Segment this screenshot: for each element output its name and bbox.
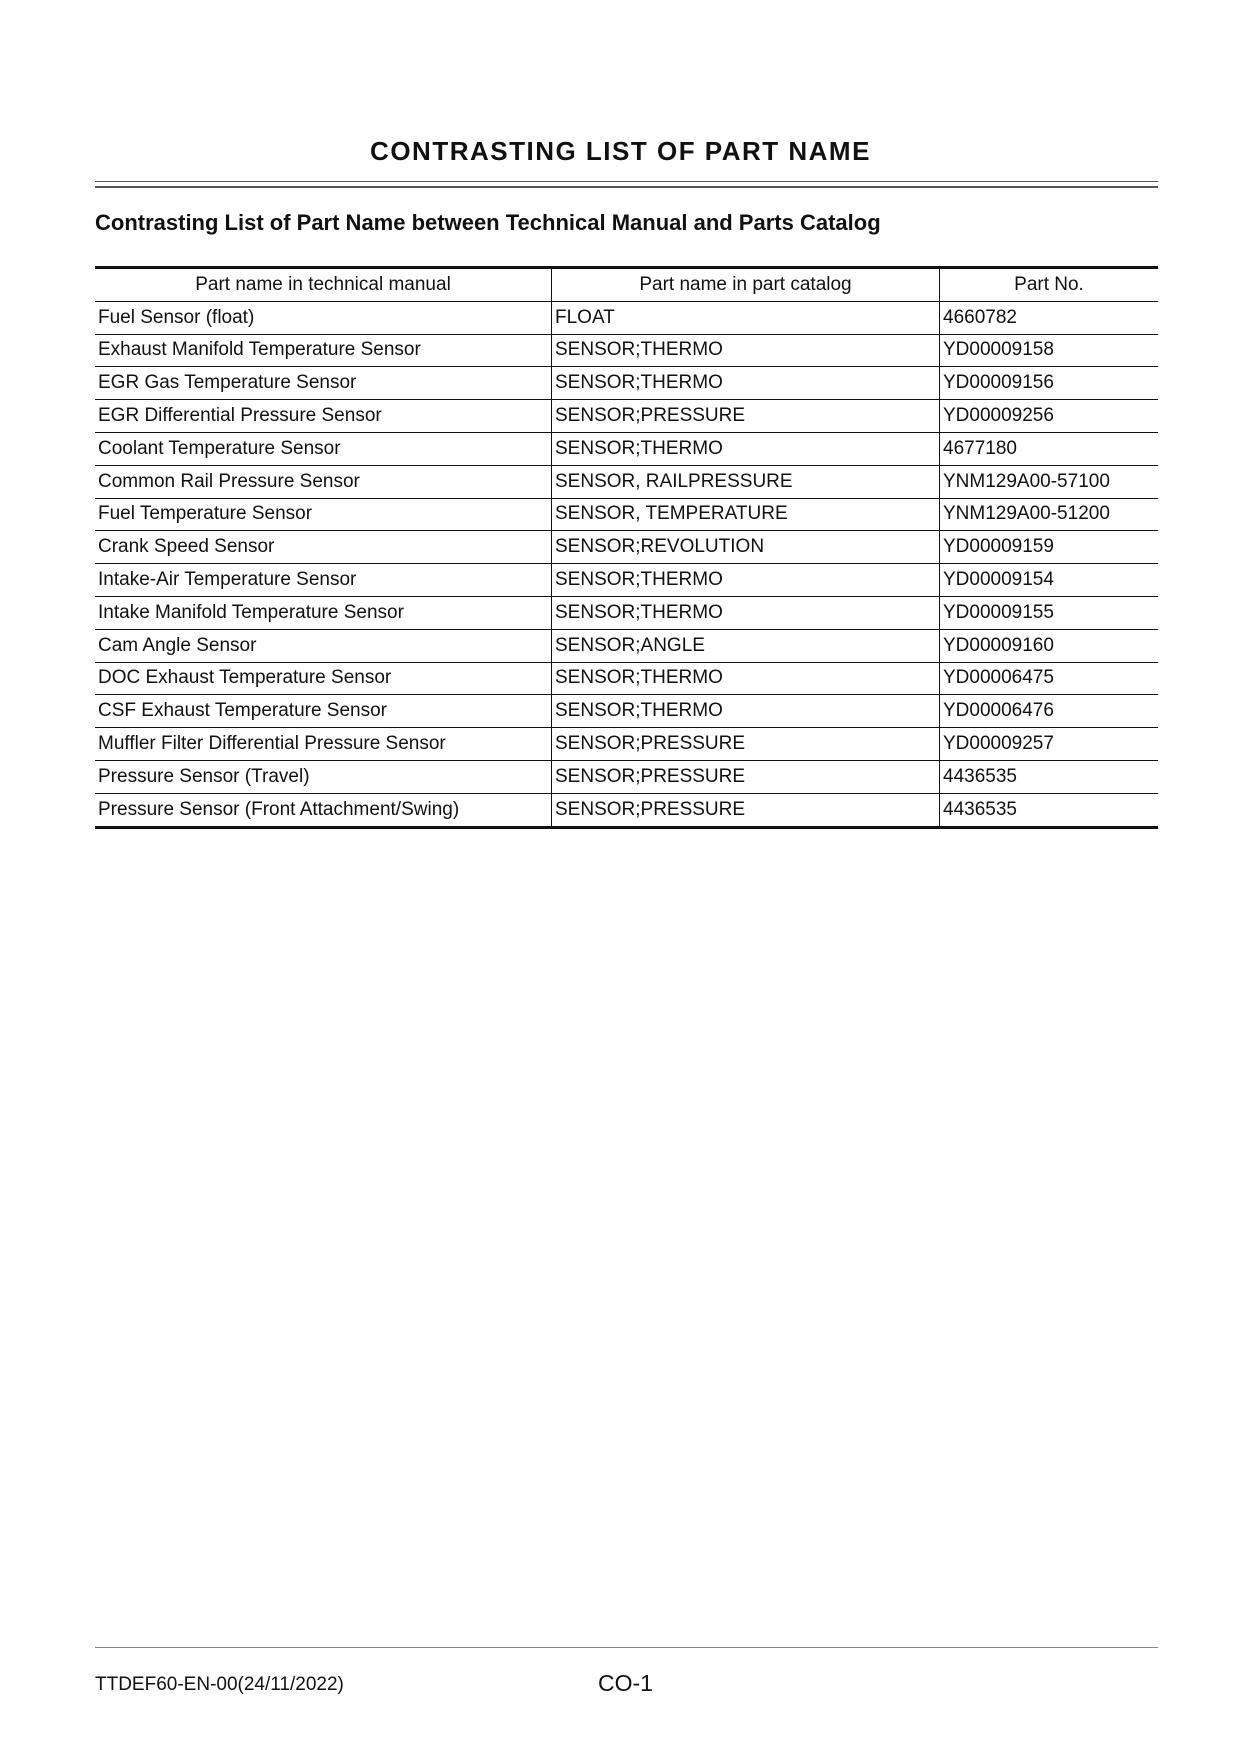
cell-technical-manual-name: Cam Angle Sensor <box>95 629 552 662</box>
table-row <box>95 596 1158 629</box>
table-row <box>95 564 1158 597</box>
cell-part-number: YD00009156 <box>940 367 1159 400</box>
column-header-technical-manual: Part name in technical manual <box>95 268 552 302</box>
cell-part-number: YD00006476 <box>940 695 1159 728</box>
table-row <box>95 432 1158 465</box>
cell-part-catalog-name: SENSOR;PRESSURE <box>552 760 940 793</box>
cell-technical-manual-name: Crank Speed Sensor <box>95 531 552 564</box>
cell-technical-manual-name: EGR Gas Temperature Sensor <box>95 367 552 400</box>
cell-part-catalog-name: SENSOR;THERMO <box>552 695 940 728</box>
cell-technical-manual-name: Muffler Filter Differential Pressure Sensor <box>95 728 552 761</box>
table-row <box>95 367 1158 400</box>
cell-part-number: YD00006475 <box>940 662 1159 695</box>
cell-technical-manual-name: Fuel Sensor (float) <box>95 301 552 334</box>
cell-technical-manual-name: DOC Exhaust Temperature Sensor <box>95 662 552 695</box>
table-body <box>95 301 1158 827</box>
table-row <box>95 531 1158 564</box>
cell-part-number: 4436535 <box>940 793 1159 827</box>
table-row <box>95 465 1158 498</box>
cell-part-catalog-name: SENSOR;THERMO <box>552 596 940 629</box>
column-header-part-catalog: Part name in part catalog <box>552 268 940 302</box>
cell-technical-manual-name: Coolant Temperature Sensor <box>95 432 552 465</box>
title-divider-thick <box>95 186 1158 188</box>
cell-technical-manual-name: Exhaust Manifold Temperature Sensor <box>95 334 552 367</box>
table-row <box>95 793 1158 827</box>
section-heading: Contrasting List of Part Name between Technical Manual and Parts Catalog <box>95 210 881 235</box>
cell-part-number: YD00009154 <box>940 564 1159 597</box>
cell-part-number: YD00009159 <box>940 531 1159 564</box>
cell-part-catalog-name: SENSOR;REVOLUTION <box>552 531 940 564</box>
cell-technical-manual-name: Fuel Temperature Sensor <box>95 498 552 531</box>
parts-contrast-table <box>95 266 1158 829</box>
cell-part-number: 4436535 <box>940 760 1159 793</box>
cell-part-catalog-name: SENSOR;THERMO <box>552 564 940 597</box>
cell-technical-manual-name: Pressure Sensor (Travel) <box>95 760 552 793</box>
cell-part-catalog-name: SENSOR;ANGLE <box>552 629 940 662</box>
cell-part-catalog-name: SENSOR;THERMO <box>552 334 940 367</box>
table-row <box>95 662 1158 695</box>
table-row <box>95 695 1158 728</box>
cell-technical-manual-name: CSF Exhaust Temperature Sensor <box>95 695 552 728</box>
page-number: CO-1 <box>598 1670 653 1696</box>
cell-part-catalog-name: SENSOR;PRESSURE <box>552 793 940 827</box>
cell-technical-manual-name: Intake-Air Temperature Sensor <box>95 564 552 597</box>
table-row <box>95 629 1158 662</box>
cell-part-catalog-name: SENSOR, RAILPRESSURE <box>552 465 940 498</box>
table-row <box>95 301 1158 334</box>
table-row <box>95 498 1158 531</box>
cell-part-number: 4677180 <box>940 432 1159 465</box>
cell-part-catalog-name: SENSOR;THERMO <box>552 432 940 465</box>
page-title: CONTRASTING LIST OF PART NAME <box>370 136 871 166</box>
table-row <box>95 334 1158 367</box>
cell-part-number: YNM129A00-57100 <box>940 465 1159 498</box>
cell-part-catalog-name: SENSOR;PRESSURE <box>552 400 940 433</box>
cell-technical-manual-name: Common Rail Pressure Sensor <box>95 465 552 498</box>
table-row <box>95 400 1158 433</box>
cell-part-number: YD00009160 <box>940 629 1159 662</box>
cell-part-number: 4660782 <box>940 301 1159 334</box>
table-row <box>95 728 1158 761</box>
cell-technical-manual-name: EGR Differential Pressure Sensor <box>95 400 552 433</box>
cell-part-catalog-name: FLOAT <box>552 301 940 334</box>
cell-part-number: YD00009256 <box>940 400 1159 433</box>
cell-part-number: YD00009158 <box>940 334 1159 367</box>
column-header-part-number: Part No. <box>940 268 1159 302</box>
document-code: TTDEF60-EN-00(24/11/2022) <box>95 1674 344 1695</box>
cell-part-catalog-name: SENSOR;THERMO <box>552 367 940 400</box>
cell-part-number: YD00009257 <box>940 728 1159 761</box>
title-divider-thin <box>95 181 1158 182</box>
cell-part-catalog-name: SENSOR, TEMPERATURE <box>552 498 940 531</box>
cell-part-catalog-name: SENSOR;PRESSURE <box>552 728 940 761</box>
cell-part-catalog-name: SENSOR;THERMO <box>552 662 940 695</box>
footer-divider <box>95 1647 1158 1648</box>
cell-part-number: YD00009155 <box>940 596 1159 629</box>
table-header-row <box>95 268 1158 302</box>
cell-part-number: YNM129A00-51200 <box>940 498 1159 531</box>
cell-technical-manual-name: Intake Manifold Temperature Sensor <box>95 596 552 629</box>
table-row <box>95 760 1158 793</box>
cell-technical-manual-name: Pressure Sensor (Front Attachment/Swing) <box>95 793 552 827</box>
